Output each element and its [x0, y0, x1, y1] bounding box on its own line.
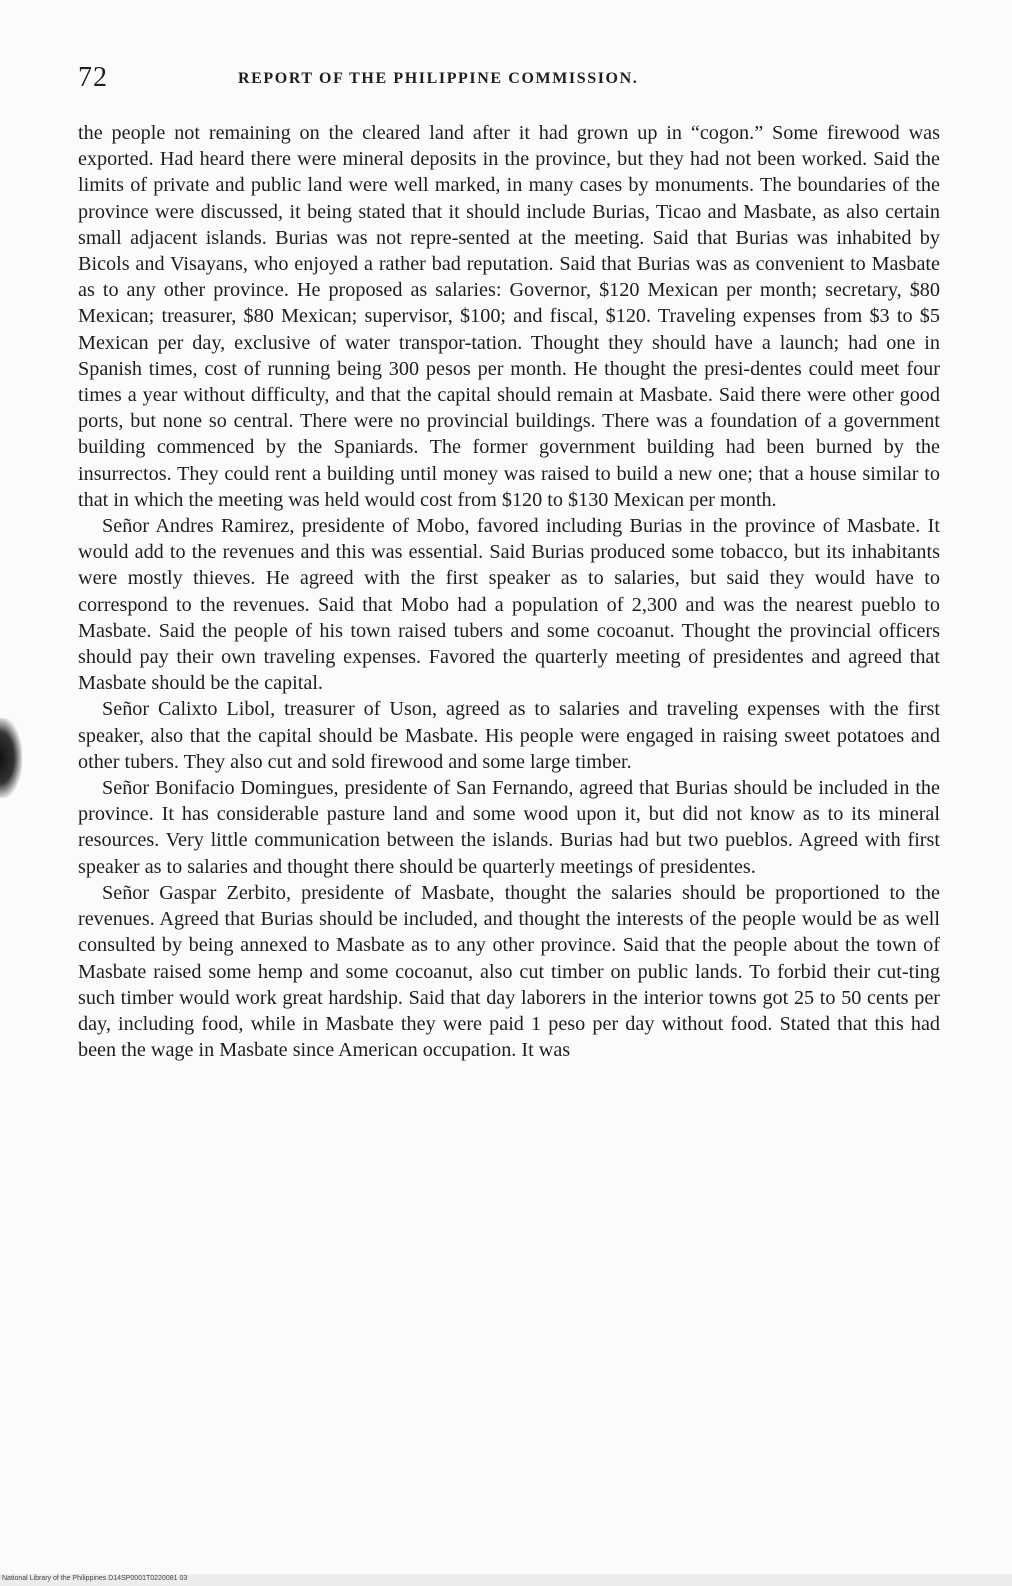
- paragraph-ramirez: Señor Andres Ramirez, presidente of Mobo, favored including Burias in the province of Masbate. It would add to the revenues and this was essential. Said Burias produced some tobacco, but its inhabitants were mostly thieves. He agreed with the first speaker as to salaries, but said they would have to correspond to the revenues. Said that Mobo had a population of 2,300 and was the nearest pueblo to Masbate. Said the people of his town raised tubers and some cocoanut. Thought the provincial officers should pay their own traveling expenses. Favored the quarterly meeting of presidentes and agreed that Masbate should be the capital.: [78, 515, 940, 695]
- running-head: REPORT OF THE PHILIPPINE COMMISSION.: [238, 70, 639, 87]
- body-text: [78, 120, 940, 1063]
- paragraph-continuation: the people not remaining on the cleared land after it had grown up in “cogon.” Some firewood was exported. Had heard there were mineral deposits in the province, but they had not been worked. Said the limits of private and public land were well marked, in many cases by monuments. The boundaries of the province were discussed, it being stated that it should include Burias, Ticao and Masbate, as also certain small adjacent islands. Burias was not repre-sented at the meeting. Said that Burias was inhabited by Bicols and Visayans, who enjoyed a rather bad reputation. Said that Burias was as convenient to Masbate as to any other province. He proposed as salaries: Governor, $120 Mexican per month; secretary, $80 Mexican; treasurer, $80 Mexican; supervisor, $100; and fiscal, $120. Traveling expenses from $3 to $5 Mexican per day, exclusive of water transpor-tation. Thought they should have a launch; had one in Spanish times, cost of running being 300 pesos per month. He thought the presi-dentes could meet four times a year without difficulty, and that the capital should remain at Masbate. Said there were other good ports, but none so central. There were no provincial buildings. There was a foundation of a government building commenced by the Spaniards. The former government building had been burned by the insurrectos. They could rent a building until money was raised to build a new one; that a house similar to that in which the meeting was held would cost from $120 to $130 Mexican per month.: [78, 122, 940, 511]
- paragraph-zerbito: Señor Gaspar Zerbito, presidente of Masbate, thought the salaries should be proportioned to the revenues. Agreed that Burias should be included, and thought the interests of the people would be as well consulted by being annexed to Masbate as to any other province. Said that the people about the town of Masbate raised some hemp and some cocoanut, also cut timber on public lands. To forbid their cut-ting such timber would work great hardship. Said that day laborers in the interior towns got 25 to 50 cents per day, including food, while in Masbate they were paid 1 peso per day without food. Stated that this had been the wage in Masbate since American occupation. It was: [78, 881, 940, 1062]
- paragraph-libol: Señor Calixto Libol, treasurer of Uson, agreed as to salaries and traveling expenses with the first speaker, also that the capital should be Masbate. His people were engaged in raising sweet potatoes and other tubers. They also cut and sold firewood and some large timber.: [78, 698, 940, 773]
- footer-credit: National Library of the Philippines D14SP0001T0220081 03: [2, 1575, 188, 1582]
- page-header: [78, 62, 942, 102]
- binding-shadow: [0, 718, 22, 798]
- page-number: 72: [78, 62, 108, 93]
- paragraph-domingues: Señor Bonifacio Domingues, presidente of San Fernando, agreed that Burias should be included in the province. It has considerable pasture land and some wood upon it, but did not know as to its mineral resources. Very little communication between the islands. Burias had but two pueblos. Agreed with first speaker as to salaries and thought there should be quarterly meetings of presidentes.: [78, 777, 940, 878]
